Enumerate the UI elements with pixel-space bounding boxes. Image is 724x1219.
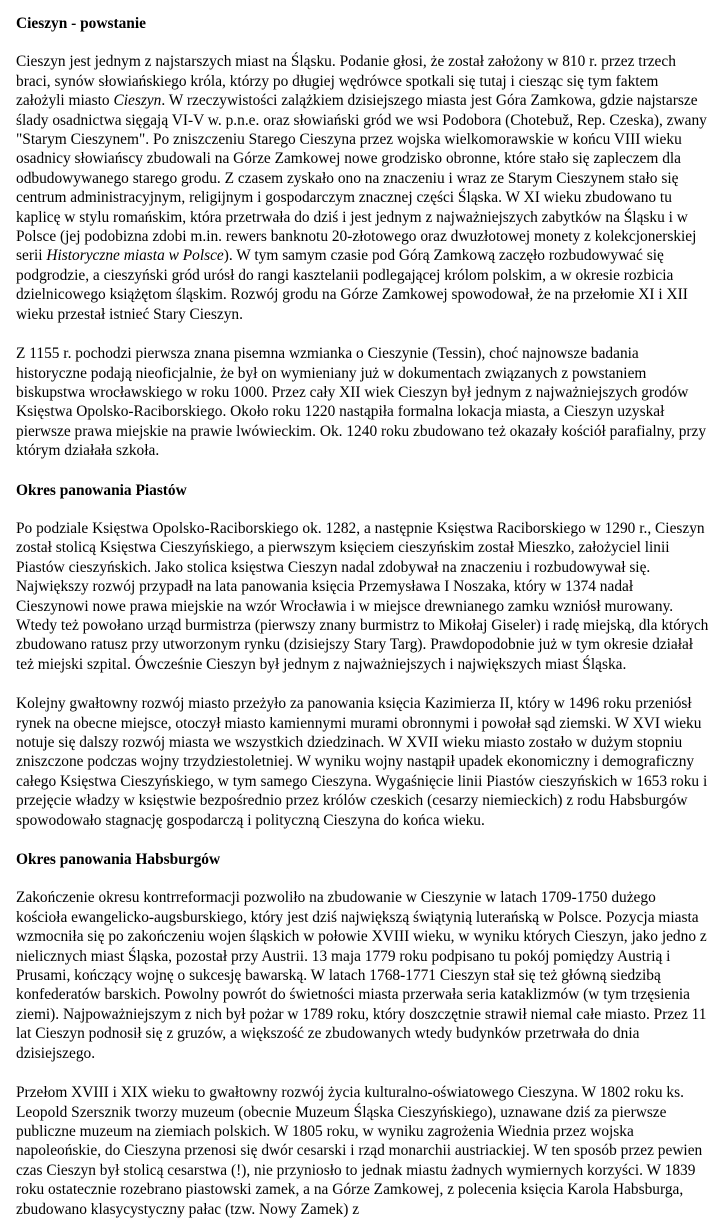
section-heading: Cieszyn - powstanie (16, 15, 146, 32)
paragraph: Z 1155 r. pochodzi pierwsza znana pisemna wzmianka o Cieszynie (Tessin), choć najnowsze badania historyczne podają nieoficjalnie, że był on wymieniany już w dokumentach związanych z powstaniem biskupstwa wrocławskiego w roku 1000. Przez cały XII wiek Cieszyn był jednym z najważniejszych grodów Księstwa Opolsko-Raciborskiego. Około roku 1220 nastąpiła formalna lokacja miasta, a Cieszyn uzyskał pierwsze prawa miejskie na prawie lwówieckim. Ok. 1240 roku zbudowano też okazały kościół parafialny, przy którym działała szkoła. (16, 345, 707, 460)
paragraph: Zakończenie okresu kontrreformacji pozwoliło na zbudowanie w Cieszynie w latach 1709-1750 dużego kościoła ewangelicko-augsburskiego, który jest dziś największą świątynią luterańską w Polsce. Pozycja miasta wzmocniła się po zakończeniu wojen śląskich w połowie XVIII wieku, w wyniku których Cieszyn, jako jedno z nielicznych miast Śląska, pozostał przy Austrii. 13 maja 1779 roku podpisano tu pokój pomiędzy Austrią i Prusami, kończący wojnę o sukcesję bawarską. W latach 1768-1771 Cieszyn stał się też główną siedzibą konfederatów barskich. Powolny powrót do świetności miasta przerwała seria kataklizmów (w tym trzęsienia ziemi). Najpoważniejszym z nich był pożar w 1789 roku, który doszczętnie strawił niemal całe miasto. Przez 11 lat Cieszyn podnosił się z gruzów, a większość ze zbudowanych wtedy budynków przetrwała do dnia dzisiejszego. (16, 889, 707, 1062)
paragraph: Cieszyn jest jednym z najstarszych miast na Śląsku. Podanie głosi, że został założony w 810 r. przez trzech braci, synów słowiańskiego króla, którzy po długiej wędrówce spotkali się tutaj i ciesząc się tym faktem założyli miasto Cieszyn. W rzeczywistości zalążkiem dzisiejszego miasta jest Góra Zamkowa, gdzie najstarsze ślady osadnictwa sięgają VI-V w. p.n.e. oraz słowiański gród we wsi Podobora (Chotebuž, Rep. Czeska), zwany "Starym Cieszynem". Po zniszczeniu Starego Cieszyna przez wojska wielkomorawskie w końcu VIII wieku osadnicy słowiańscy zbudowali na Górze Zamkowej nowe grodzisko obronne, które stało się zapleczem dla odbudowywanego starego grodu. Z czasem zyskało ono na znaczeniu i wraz ze Starym Cieszynem stało się centrum administracyjnym, religijnym i gospodarczym znacznej części Śląska. W XI wieku zbudowano tu kaplicę w stylu romańskim, która przetrwała do dziś i jest jednym z najważniejszych zabytków na Śląsku i w Polsce (jej podobizna zdobi m.in. rewers banknotu 20-złotowego oraz dwuzłotowej monety z kolekcjonerskiej serii Historyczne miasta w Polsce). W tym samym czasie pod Górą Zamkową zaczęło rozbudowywać się podgrodzie, a cieszyński gród urósł do rangi kasztelanii podlegającej królom polskim, a w okresie rozbicia dzielnicowego książętom śląskim. Rozwój grodu na Górze Zamkowej spowodował, że na przełomie XI i XII wieku przestał istnieć Stary Cieszyn. (16, 53, 707, 323)
section-piastow (16, 481, 709, 831)
section-powstanie (16, 14, 709, 461)
section-heading: Okres panowania Piastów (16, 481, 187, 499)
section-habsburgow (16, 850, 709, 1219)
paragraph: Przełom XVIII i XIX wieku to gwałtowny rozwój życia kulturalno-oświatowego Cieszyna. W 1802 roku ks. Leopold Szersznik tworzy muzeum (obecnie Muzeum Śląska Cieszyńskiego), uznawane dziś za pierwsze publiczne muzeum na ziemiach polskich. W 1805 roku, w wyniku zagrożenia Wiednia przez wojska napoleońskie, do Cieszyna przenosi się dwór cesarski i rząd monarchii austriackiej. W ten sposób przez pewien czas Cieszyn był stolicą cesarstwa (!), nie przyniosło to jednak miastu żadnych wymiernych korzyści. W 1839 roku ostatecznie rozebrano piastowski zamek, a na Górze Zamkowej, z polecenia księcia Karola Habsburga, zbudowano klasycystyczny pałac (tzw. Nowy Zamek) z (16, 1084, 703, 1218)
paragraph: Kolejny gwałtowny rozwój miasto przeżyło za panowania księcia Kazimierza II, który w 1496 roku przeniósł rynek na obecne miejsce, otoczył miasto kamiennymi murami obronnymi i powołał sąd ziemski. W XVI wieku notuje się dalszy rozwój miasta we wszystkich dziedzinach. W XVII wieku miasto zostało w dużym stopniu zniszczone podczas wojny trzydziestoletniej. W wyniku wojny nastąpił upadek ekonomiczny i demograficzny całego Księstwa Cieszyńskiego, w tym samego Cieszyna. Wygaśnięcie linii Piastów cieszyńskich w 1653 roku i przejęcie władzy w księstwie bezpośrednio przez królów czeskich (cesarzy niemieckich) z rodu Habsburgów spowodowało stagnację gospodarczą i polityczną Cieszyna do końca wieku. (16, 695, 708, 829)
paragraph: Po podziale Księstwa Opolsko-Raciborskiego ok. 1282, a następnie Księstwa Raciborskiego w 1290 r., Cieszyn został stolicą Księstwa Cieszyńskiego, a pierwszym księciem cieszyńskim został Mieszko, założyciel linii Piastów cieszyńskich. Jako stolica księstwa Cieszyn nadal zdobywał na znaczeniu i rozbudowywał się. Największy rozwój przypadł na lata panowania księcia Przemysława I Noszaka, który w 1374 nadał Cieszynowi nowe prawa miejskie na wzór Wrocławia i w miejsce drewnianego zamku wzniósł murowany. Wtedy też powołano urząd burmistrza (pierwszy znany burmistrz to Mikołaj Giseler) i radę miejską, dla których zbudowano ratusz przy utworzonym rynku (dzisiejszy Stary Targ). Prawdopodobnie już w tym okresie działał też miejski szpital. Ówcześnie Cieszyn był jednym z najważniejszych i największych miast Śląska. (16, 519, 709, 673)
section-heading: Okres panowania Habsburgów (16, 851, 221, 869)
